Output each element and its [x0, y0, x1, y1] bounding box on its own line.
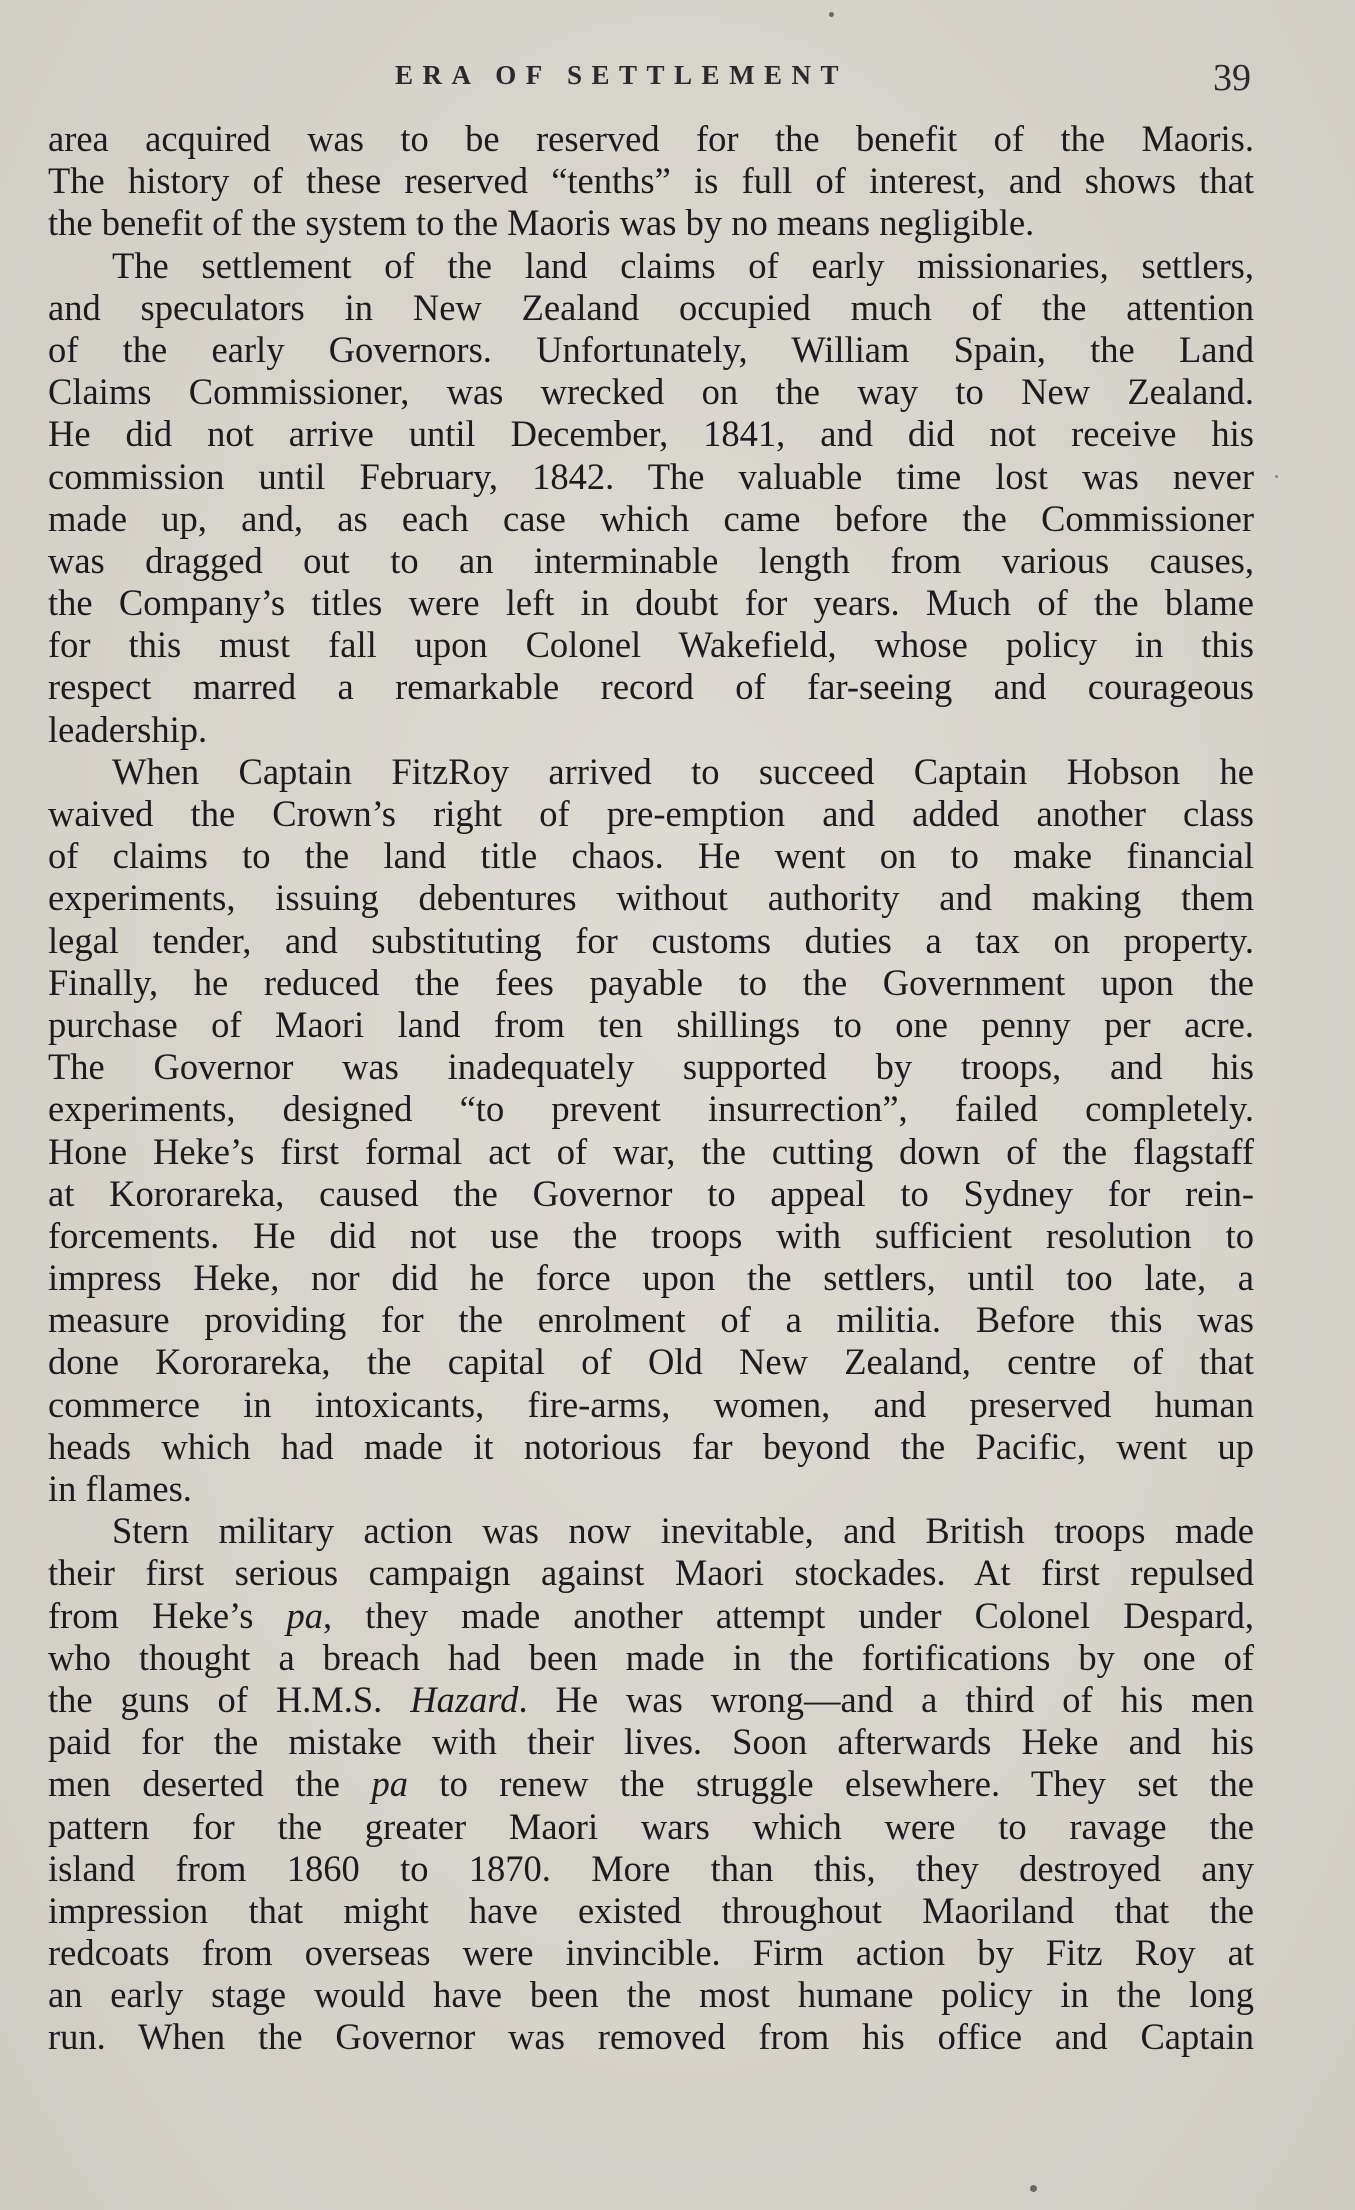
text-line: purchase of Maori land from ten shillings to one penny per acre.: [48, 1003, 1254, 1045]
text-line: and speculators in New Zealand occupied much of the attention: [48, 286, 1254, 328]
page-number: 39: [1213, 57, 1251, 99]
text-line: forcements. He did not use the troops with sufficient resolution to: [48, 1214, 1254, 1256]
text-line: [48, 1595, 1254, 1637]
text-segment: to renew the struggle elsewhere. They set the: [407, 1763, 1254, 1805]
text-line: respect marred a remarkable record of far-seeing and courageous: [48, 666, 1254, 708]
text-line: He did not arrive until December, 1841, and did not receive his: [48, 413, 1254, 455]
italic-term: Hazard: [410, 1678, 519, 1720]
text-segment: , they made another attempt under Colonel Despard,: [323, 1594, 1254, 1636]
text-line: leadership.: [48, 708, 208, 750]
text-line: heads which had made it notorious far beyond the Pacific, went up: [48, 1425, 1254, 1467]
text-line: their first serious campaign against Maori stockades. At first repulsed: [48, 1552, 1254, 1594]
text-line: done Kororareka, the capital of Old New Zealand, centre of that: [48, 1341, 1254, 1383]
text-line: made up, and, as each case which came before the Commissioner: [48, 497, 1254, 539]
text-line: for this must fall upon Colonel Wakefield, whose policy in this: [48, 624, 1254, 666]
paper-speck: [829, 12, 834, 17]
text-line: The Governor was inadequately supported by troops, and his: [48, 1046, 1254, 1088]
text-line: of the early Governors. Unfortunately, William Spain, the Land: [48, 328, 1254, 370]
text-segment: from Heke’s: [48, 1594, 287, 1636]
text-line: the benefit of the system to the Maoris was by no means negligible.: [48, 202, 1035, 244]
text-line: paid for the mistake with their lives. Soon afterwards Heke and his: [48, 1721, 1254, 1763]
body-text: [48, 118, 1254, 2059]
text-line: legal tender, and substituting for customs duties a tax on property.: [48, 919, 1254, 961]
text-line: The settlement of the land claims of early missionaries, settlers,: [112, 244, 1254, 286]
text-line: of claims to the land title chaos. He went on to make financial: [48, 835, 1254, 877]
text-line: pattern for the greater Maori wars which were to ravage the: [48, 1805, 1254, 1847]
text-line: [48, 1679, 1254, 1721]
text-line: was dragged out to an interminable length from various causes,: [48, 539, 1254, 581]
text-segment: . He was wrong—and a third of his men: [518, 1678, 1254, 1720]
paper-speck: [1275, 475, 1278, 478]
text-line: commerce in intoxicants, fire-arms, women, and preserved human: [48, 1383, 1254, 1425]
text-line: who thought a breach had been made in the fortifications by one of: [48, 1636, 1254, 1678]
text-line: impression that might have existed throughout Maoriland that the: [48, 1889, 1254, 1931]
running-head: ERA OF SETTLEMENT: [395, 60, 849, 90]
paper-speck: [1030, 2185, 1037, 2192]
text-line: experiments, designed “to prevent insurrection”, failed completely.: [48, 1088, 1254, 1130]
text-line: the Company’s titles were left in doubt for years. Much of the blame: [48, 582, 1254, 624]
text-line: redcoats from overseas were invincible. Firm action by Fitz Roy at: [48, 1932, 1254, 1974]
text-line: impress Heke, nor did he force upon the settlers, until too late, a: [48, 1257, 1254, 1299]
text-line: waived the Crown’s right of pre-emption and added another class: [48, 793, 1254, 834]
text-line: run. When the Governor was removed from his office and Captain: [48, 2016, 1254, 2058]
text-line: Finally, he reduced the fees payable to the Government upon the: [48, 961, 1254, 1003]
text-line: When Captain FitzRoy arrived to succeed Captain Hobson he: [112, 750, 1254, 792]
text-line: experiments, issuing debentures without authority and making them: [48, 877, 1254, 919]
text-line: Claims Commissioner, was wrecked on the way to New Zealand.: [48, 371, 1254, 413]
text-line: The history of these reserved “tenths” is full of interest, and shows that: [48, 160, 1254, 202]
text-line: commission until February, 1842. The valuable time lost was never: [48, 455, 1254, 497]
text-segment: men deserted the: [48, 1763, 372, 1805]
italic-term: pa: [371, 1763, 408, 1805]
text-line: [48, 1763, 1254, 1805]
text-segment: the guns of H.M.S.: [48, 1678, 411, 1720]
text-line: at Kororareka, caused the Governor to appeal to Sydney for rein-: [48, 1172, 1254, 1214]
text-line: area acquired was to be reserved for the benefit of the Maoris.: [48, 118, 1254, 159]
text-line: Stern military action was now inevitable, and British troops made: [112, 1510, 1254, 1552]
text-line: measure providing for the enrolment of a militia. Before this was: [48, 1299, 1254, 1341]
text-line: an early stage would have been the most humane policy in the long: [48, 1974, 1254, 2016]
text-line: in flames.: [48, 1468, 192, 1509]
text-line: Hone Heke’s first formal act of war, the cutting down of the flagstaff: [48, 1130, 1254, 1172]
text-line: island from 1860 to 1870. More than this, they destroyed any: [48, 1847, 1254, 1889]
italic-term: pa: [286, 1594, 323, 1636]
